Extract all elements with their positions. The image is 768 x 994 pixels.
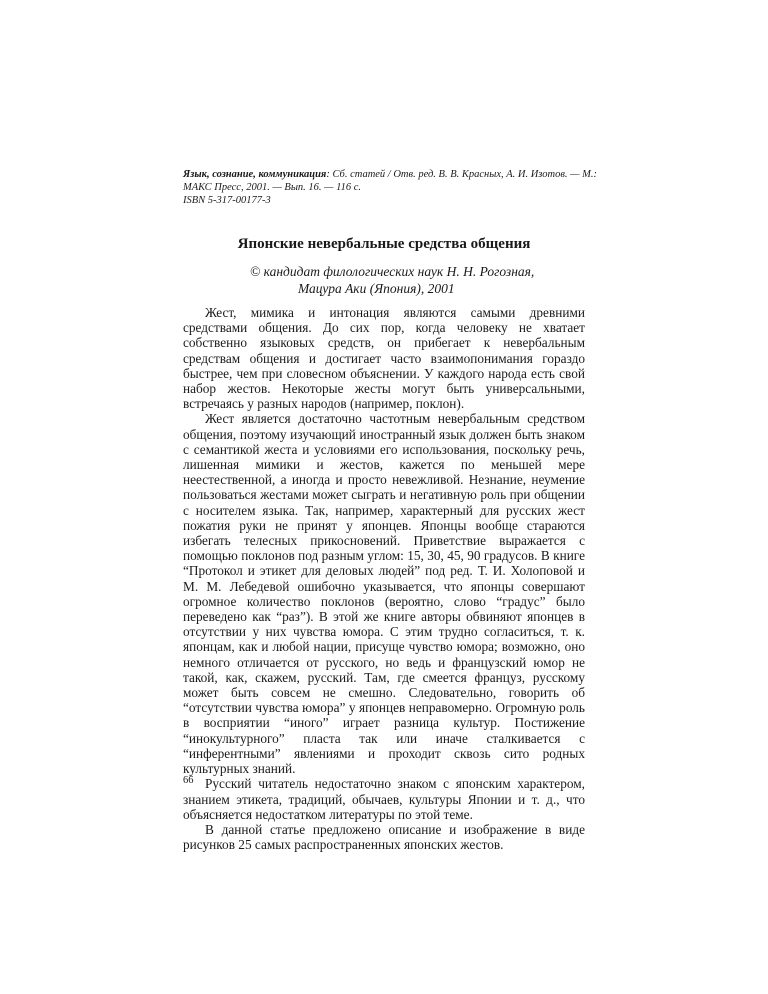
article-authors: [250, 263, 590, 297]
citation-line-2: МАКС Пресс, 2001. — Вып. 16. — 116 с.: [183, 182, 362, 193]
paragraph: Жест является достаточно частотным невербальным средством общения, поэтому изучающий иностранный язык должен быть знаком с семантикой жеста и условиями его использования, поскольку речь, лишенная мимики и жестов, кажется по меньшей мере неестественной, а иногда и просто невежливой. Незнание, неумение пользоваться жестами может сыграть и негативную роль при общении с носителем языка. Так, например, характерный для русских жест пожатия руки не принят у японцев. Японцы вообще стараются избегать телесных прикосновений. Приветствие выражается с помощью поклонов под разным углом: 15, 30, 45, 90 градусов. В книге “Протокол и этикет для деловых людей” под ред. Т. И. Холоповой и М. М. Лебедевой ошибочно указывается, что японцы совершают огромное количество поклонов (вероятно, слово “градус” было переведено как “раз”). В этой же книге авторы обвиняют японцев в отсутствии у них чувства юмора. С этим трудно согласиться, т. к. японцам, как и любой нации, присуще чувство юмора; возможно, оно немного отличается от русского, но ведь и французский юмор не такой, как, скажем, русский. Там, где смеется француз, русскому может быть совсем не смешно. Следовательно, говорить об “отсутствии чувства юмора” у японцев неправомерно. Огромную роль в восприятии “иного” играет разница культур. Постижение “инокультурного” пласта так или иначе сталкивается с “инферентными” явлениями и проходит сквозь сито родных культурных знаний.: [183, 411, 585, 777]
paragraph: Русский читатель недостаточно знаком с японским характером, знанием этикета, традиций, обычаев, культуры Японии и т. д., что объясняется недостатком литературы по этой теме.: [183, 776, 585, 822]
book-title: Язык, сознание, коммуникация: [183, 169, 327, 180]
citation-line-1: [183, 168, 603, 181]
article-body: [183, 305, 585, 852]
paragraph: Жест, мимика и интонация являются самыми древними средствами общения. До сих пор, когда человеку не хватает собственно языковых средств, он прибегает к невербальным средствам общения и достигает часто взаимопонимания гораздо быстрее, чем при словесном объяснении. У каждого народа есть свой набор жестов. Некоторые жесты могут быть универсальными, встречаясь у разных народов (например, поклон).: [183, 305, 585, 412]
citation-isbn: ISBN 5-317-00177-3: [183, 195, 271, 206]
page-number: 66: [183, 775, 194, 786]
article-title: Японские невербальные средства общения: [237, 236, 531, 252]
bibliographic-citation: [183, 168, 603, 207]
authors-line-1: © кандидат филологических наук Н. Н. Рогозная,: [250, 264, 535, 279]
paragraph: В данной статье предложено описание и изображение в виде рисунков 25 самых распространенных японских жестов.: [183, 821, 585, 853]
citation-editors: : Сб. статей / Отв. ред. В. В. Красных, А. И. Изотов. — М.:: [326, 169, 597, 180]
authors-line-2: Мацура Аки (Япония), 2001: [298, 281, 455, 296]
